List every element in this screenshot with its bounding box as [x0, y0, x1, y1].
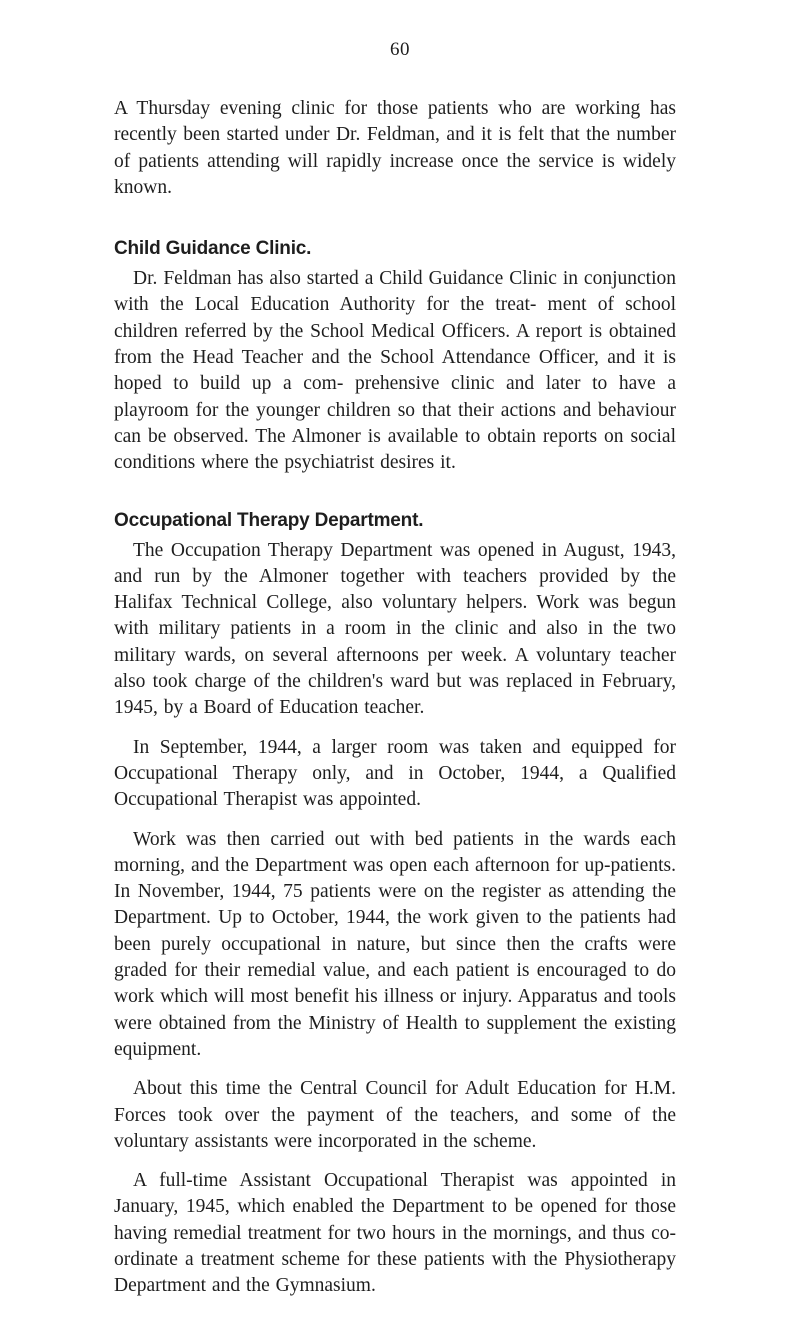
- occupational-therapy-paragraph: A full-time Assistant Occupational Therapist was appointed in January, 1945, which enabled the Department to be opened for those having remedial treatment for two hours in the mornings, and thus co-ordinate a treatment scheme for these patients with the Physiotherapy Department and the Gymnasium.: [114, 1170, 676, 1297]
- occupational-therapy-heading: Occupational Therapy Department.: [114, 509, 424, 531]
- intro-paragraph: A Thursday evening clinic for those patients who are working has recently been started under Dr. Feldman, and it is felt that the number of patients attending will rapidly increase once the service is widely known.: [114, 98, 676, 198]
- child-guidance-clinic-heading: Child Guidance Clinic.: [114, 238, 312, 260]
- occupational-therapy-paragraph: About this time the Central Council for Adult Education for H.M. Forces took over the payment of the teachers, and some of the voluntary assistants were incorporated in the scheme.: [114, 1078, 676, 1152]
- occupational-therapy-paragraph: In September, 1944, a larger room was taken and equipped for Occupational Therapy only, and in October, 1944, a Qualified Occupational Therapist was appointed.: [114, 736, 676, 811]
- child-guidance-clinic-paragraph: Dr. Feldman has also started a Child Guidance Clinic in conjunction with the Local Education Authority for the treat- ment of school children referred by the School Medical Officers. A report is obtained from the Head Teacher and the School Attendance Officer, and it is hoped to build up a com- prehensive clinic and later to have a playroom for the younger children so that their actions and behaviour can be observed. The Almoner is available to obtain reports on social conditions where the psychiatrist desires it.: [114, 268, 676, 474]
- page-number: 60: [390, 39, 410, 60]
- occupational-therapy-paragraph: The Occupation Therapy Department was opened in August, 1943, and run by the Almoner together with teachers provided by the Halifax Technical College, also voluntary helpers. Work was begun with military patients in a room in the clinic and also in the two military wards, on several afternoons per week. A voluntary teacher also took charge of the children's ward but was replaced in February, 1945, by a Board of Education teacher.: [114, 539, 676, 719]
- page-body: [114, 96, 676, 1300]
- occupational-therapy-paragraph: Work was then carried out with bed patients in the wards each morning, and the Department was open each afternoon for up-patients. In November, 1944, 75 patients were on the register as attending the Department. Up to October, 1944, the work given to the patients had been purely occupational in nature, but since then the crafts were graded for their remedial value, and each patient is encouraged to do work which will most benefit his illness or injury. Apparatus and tools were obtained from the Ministry of Health to supplement the existing equipment.: [114, 828, 676, 1060]
